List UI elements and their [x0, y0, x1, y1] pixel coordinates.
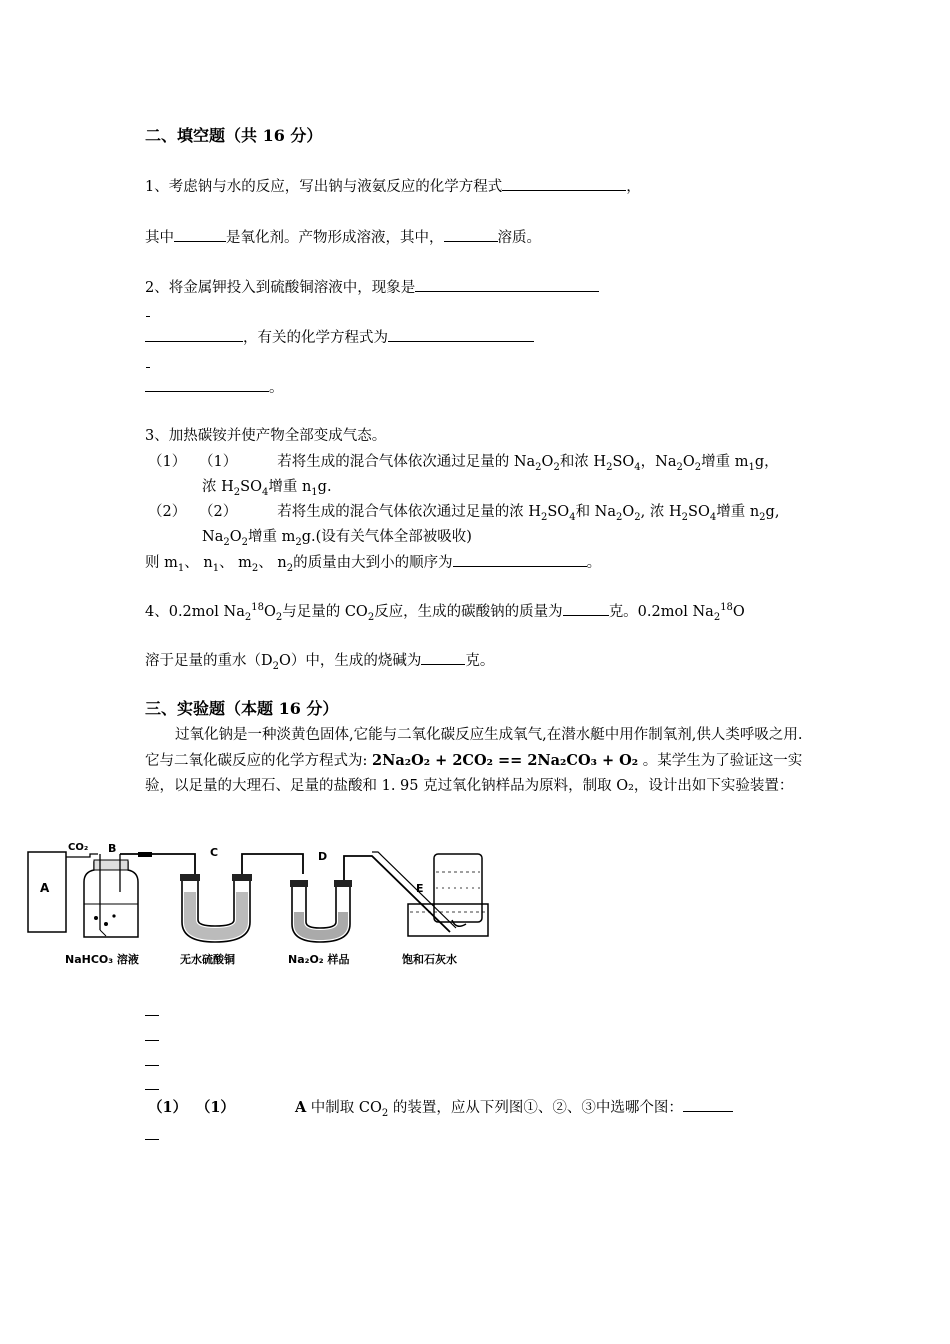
sub: 2 — [244, 611, 252, 623]
q2-line-3 — [145, 377, 284, 398]
q2-line-2 — [145, 327, 534, 348]
sub: 1 — [212, 562, 220, 574]
q3-p2-num: （2） — [148, 504, 187, 520]
q2-blank-phenomenon-cont[interactable] — [145, 327, 243, 342]
sub: 1 — [311, 486, 318, 498]
stray-dash — [146, 316, 150, 317]
q1-line-2 — [145, 227, 541, 248]
s3-q1-num2: （1） — [203, 1099, 235, 1116]
q3-order: 、 n — [258, 555, 287, 571]
q3-p2-l2: Na — [202, 529, 224, 545]
q4-text: 克。 — [465, 653, 495, 669]
q1-blank-solute[interactable] — [444, 227, 498, 242]
sub: 2 — [233, 486, 241, 498]
q1-line-1 — [145, 176, 641, 197]
stray-dash — [145, 1040, 159, 1041]
q3-o: O — [682, 454, 695, 470]
q3-order: 、 m — [219, 555, 252, 571]
q3-part-2-line-2 — [202, 527, 472, 547]
q2-text-b: ，有关的化学方程式为 — [243, 330, 388, 346]
stray-dash — [145, 1139, 159, 1140]
stray-dash — [146, 367, 150, 368]
q4-text: 与足量的 CO — [282, 604, 368, 620]
sub: 2 — [759, 511, 766, 523]
q3-p2-l2: 增重 m — [247, 529, 296, 545]
q4-line-2 — [145, 650, 494, 671]
q4-text: O — [263, 604, 276, 620]
reaction-equation: 2Na₂O₂ + 2CO₂ == 2Na₂CO₃ + O₂ — [372, 752, 639, 769]
q3-part-1-line-2 — [202, 477, 332, 497]
q3-o: O — [229, 529, 242, 545]
q3-o: O — [622, 504, 635, 520]
para-text-2: 。某学生为了验证这一实验，以足量的大理石、足量的盐酸和 1. 95 克过氧化钠样品为原料，制取 O₂，设计出如下实验装置： — [145, 753, 803, 794]
label-b: B — [108, 842, 117, 855]
q3-order: 的质量由大到小的顺序为 — [293, 555, 453, 571]
sub: 2 — [606, 461, 613, 473]
q4-line-1 — [145, 601, 745, 622]
stray-dash — [145, 1015, 159, 1016]
q4-text: 溶于足量的重水（D — [145, 653, 273, 669]
q3-p1-text: 和浓 H — [559, 454, 607, 470]
sub: 2 — [681, 511, 689, 523]
q4-blank-mass-base[interactable] — [421, 650, 465, 665]
s3-q1-line — [148, 1097, 733, 1118]
q3-intro: 3、加热碳铵并使产物全部变成气态。 — [145, 428, 387, 444]
q3-p1-l2: 浓 H — [202, 479, 234, 495]
sub: 1 — [177, 562, 185, 574]
q1-text-b: 是氧化剂。产物形成溶液，其中， — [226, 230, 444, 246]
q3-p2-text: , 浓 H — [640, 504, 682, 520]
q3-blank-order[interactable] — [453, 552, 587, 567]
q3-order-line — [145, 552, 601, 573]
q3-so: SO — [547, 504, 570, 520]
sub: 4 — [634, 461, 641, 473]
q3-so: SO — [240, 479, 262, 495]
q4-text: 4、0.2mol Na — [145, 604, 245, 620]
sub: 2 — [381, 1107, 389, 1119]
q3-p1-text: 若将生成的混合气体依次通过足量的 Na — [277, 454, 536, 470]
q2-text: 2、将金属钾投入到硫酸铜溶液中，现象是 — [145, 280, 416, 296]
q2-blank-equation-cont[interactable] — [145, 377, 269, 392]
q3-p1-num2: （1） — [206, 454, 238, 470]
q3-o: O — [541, 454, 554, 470]
q1-blank-oxidant[interactable] — [174, 227, 226, 242]
caption-d: Na₂O₂ 样品 — [288, 953, 350, 966]
q4-text: O）中，生成的烧碱为 — [279, 653, 422, 669]
label-d: D — [318, 850, 328, 863]
q3-p2-l2: g.(设有关气体全部被吸收) — [301, 529, 472, 545]
sub: 2 — [616, 511, 623, 523]
q3-p2-text: 和 Na — [575, 504, 617, 520]
s3-q1-blank-figure[interactable] — [683, 1097, 733, 1112]
sub: 2 — [275, 611, 283, 623]
q3-p1-text: g， — [754, 454, 779, 470]
q1-text-a: 其中 — [145, 230, 174, 246]
q3-part-1-line-1 — [148, 452, 779, 472]
stray-dash — [145, 1089, 159, 1090]
trough-e — [408, 854, 488, 936]
q3-p1-text: ，Na — [640, 454, 677, 470]
q2-line-1 — [145, 277, 599, 298]
q3-p2-text: 若将生成的混合气体依次通过足量的浓 H — [277, 504, 541, 520]
section-2-title: 二、填空题（共 16 分） — [145, 126, 323, 145]
q1-text-c: 溶质。 — [497, 230, 541, 246]
q1-text: 1、考虑钠与水的反应，写出钠与液氨反应的化学方程式 — [145, 179, 503, 195]
sub: 2 — [694, 461, 702, 473]
q2-blank-equation[interactable] — [388, 327, 534, 342]
sub: 2 — [286, 562, 294, 574]
q3-p1-l2: g. — [317, 479, 332, 495]
sup: 18 — [720, 602, 733, 614]
label-e: E — [416, 882, 424, 895]
q4-blank-mass-carbonate[interactable] — [563, 601, 609, 616]
q3-p1-text: 增重 m — [701, 454, 749, 470]
sub: 2 — [251, 562, 259, 574]
caption-b: NaHCO₃ 溶液 — [65, 953, 139, 966]
s3-q1-text: 中制取 CO — [306, 1100, 382, 1116]
sub: 2 — [540, 511, 548, 523]
label-a: A — [40, 881, 50, 895]
q3-p2-text: g, — [765, 504, 780, 520]
q4-text: 克。0.2mol Na — [608, 604, 714, 620]
sub: 2 — [295, 536, 302, 548]
q3-p2-num2: （2） — [206, 504, 238, 520]
para-text: 过氧化钠是一种淡黄色固体,它能与二氧化碳反应生成氧气,在潜水艇中用作制氧剂,供人类呼吸之用.它与二氧化碳反应的化学方程式为: — [145, 727, 803, 769]
s3-q1-a: A — [294, 1099, 307, 1116]
apparatus-diagram — [20, 832, 495, 972]
sub: 4 — [261, 486, 269, 498]
sub: 2 — [223, 536, 230, 548]
sub: 4 — [569, 511, 576, 523]
q3-p2-text: 增重 n — [716, 504, 760, 520]
q1-comma: ， — [626, 179, 641, 195]
q3-order: 则 m — [145, 555, 178, 571]
sub: 1 — [748, 461, 755, 473]
sub: 2 — [634, 511, 641, 523]
sub: 2 — [676, 461, 683, 473]
sub: 2 — [713, 611, 721, 623]
s3-q1-text: 的装置，应从下列图①、②、③中选哪个图： — [388, 1100, 683, 1116]
q4-text: 反应，生成的碳酸钠的质量为 — [374, 604, 563, 620]
stray-dash — [145, 1065, 159, 1066]
q2-blank-phenomenon[interactable] — [415, 277, 599, 292]
q2-end: 。 — [269, 380, 284, 396]
q3-part-2-line-1 — [148, 502, 779, 522]
q4-text: O — [732, 604, 745, 620]
sup: 18 — [251, 602, 264, 614]
sub: 4 — [709, 511, 717, 523]
sub: 2 — [553, 461, 560, 473]
bottle-b — [84, 854, 138, 937]
section-3-paragraph — [145, 723, 810, 799]
s3-q1-num: （1） — [148, 1099, 188, 1116]
label-c: C — [210, 846, 219, 859]
q3-so: SO — [612, 454, 635, 470]
u-tube-d — [290, 880, 352, 942]
q3-p1-num: （1） — [148, 454, 187, 470]
label-co2: CO₂ — [68, 842, 89, 853]
q3-order: 、 n — [184, 555, 213, 571]
sub: 2 — [241, 536, 248, 548]
caption-e: 饱和石灰水 — [402, 953, 457, 966]
u-tube-c — [180, 874, 252, 942]
sub: 2 — [272, 660, 279, 672]
caption-c: 无水硫酸铜 — [180, 953, 235, 966]
q3-so: SO — [688, 504, 710, 520]
q1-blank-equation[interactable] — [502, 176, 626, 191]
sub: 2 — [535, 461, 542, 473]
section-3-title: 三、实验题（本题 16 分） — [145, 699, 339, 718]
sub: 2 — [367, 611, 375, 623]
q3-p1-l2: 增重 n — [268, 479, 312, 495]
q3-order-end: 。 — [586, 555, 602, 571]
